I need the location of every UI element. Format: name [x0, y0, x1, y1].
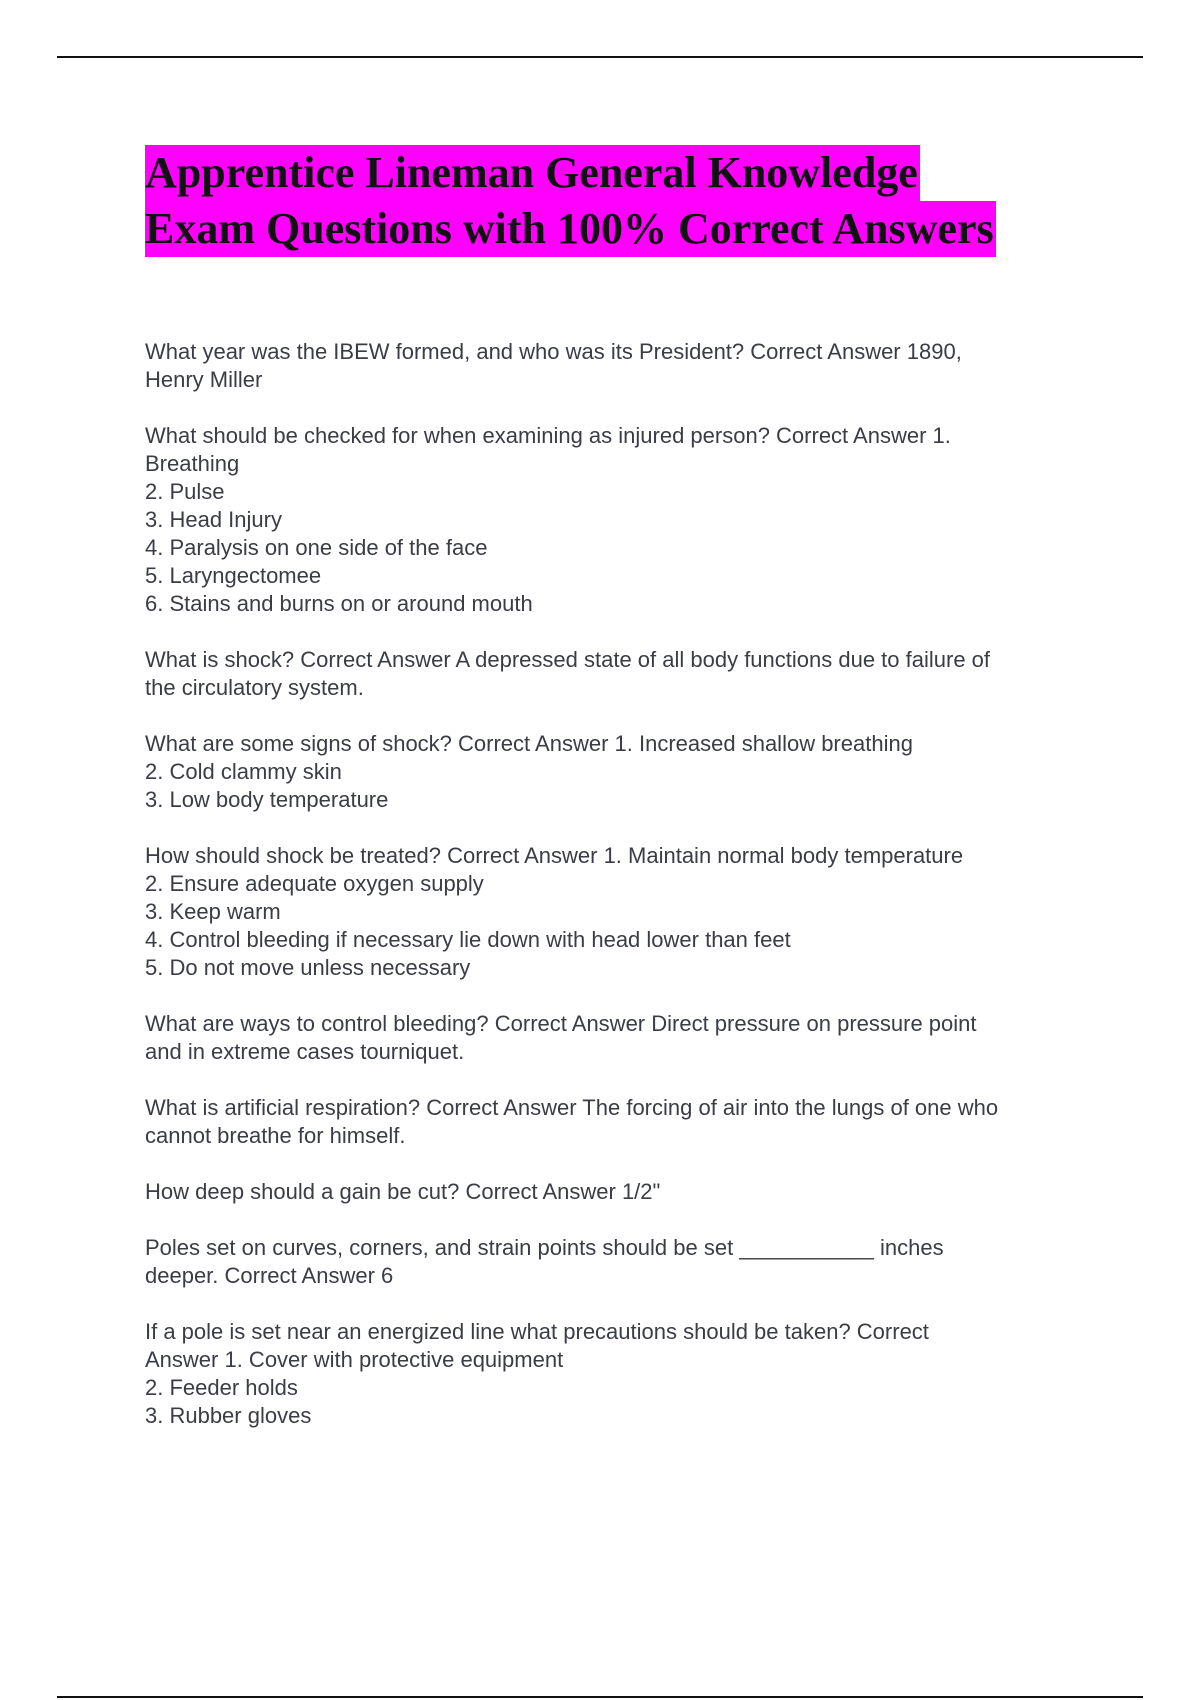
qa-line: 2. Feeder holds [145, 1375, 298, 1400]
qa-line: 2. Ensure adequate oxygen supply [145, 871, 484, 896]
qa-line: What is shock? Correct Answer A depressed state of all body functions due to failure of [145, 647, 991, 672]
qa-line: If a pole is set near an energized line what precautions should be taken? Correct [145, 1319, 929, 1344]
qa-line: What is artificial respiration? Correct Answer The forcing of air into the lungs of one who [145, 1095, 999, 1120]
question-answer-item [145, 842, 1095, 982]
qa-line: cannot breathe for himself. [145, 1123, 406, 1148]
question-answer-item [145, 1318, 1095, 1430]
qa-line: What year was the IBEW formed, and who was its President? Correct Answer 1890, [145, 339, 962, 364]
qa-line: 5. Laryngectomee [145, 563, 322, 588]
qa-line: 3. Keep warm [145, 899, 281, 924]
title-line-2: Exam Questions with 100% Correct Answers [145, 201, 996, 257]
qa-line: Poles set on curves, corners, and strain points should be set ___________ inches [145, 1235, 944, 1260]
qa-line: deeper. Correct Answer 6 [145, 1263, 394, 1288]
qa-line: What are some signs of shock? Correct Answer 1. Increased shallow breathing [145, 731, 913, 756]
top-rule [57, 56, 1143, 58]
title-line-1: Apprentice Lineman General Knowledge [145, 145, 920, 201]
question-answer-list [145, 338, 1095, 1458]
question-answer-item [145, 1234, 1095, 1290]
qa-line: the circulatory system. [145, 675, 364, 700]
qa-line: 2. Pulse [145, 479, 225, 504]
question-answer-item [145, 730, 1095, 814]
qa-line: 3. Rubber gloves [145, 1403, 312, 1428]
question-answer-item [145, 422, 1095, 618]
qa-line: 3. Head Injury [145, 507, 282, 532]
qa-line: What should be checked for when examining as injured person? Correct Answer 1. [145, 423, 951, 448]
question-answer-item [145, 338, 1095, 394]
question-answer-item [145, 1178, 1095, 1206]
bottom-rule [57, 1696, 1143, 1698]
question-answer-item [145, 1094, 1095, 1150]
qa-line: 4. Paralysis on one side of the face [145, 535, 488, 560]
question-answer-item [145, 646, 1095, 702]
question-answer-item [145, 1010, 1095, 1066]
qa-line: and in extreme cases tourniquet. [145, 1039, 465, 1064]
qa-line: Breathing [145, 451, 240, 476]
qa-line: 3. Low body temperature [145, 787, 389, 812]
qa-line: 5. Do not move unless necessary [145, 955, 471, 980]
qa-line: How should shock be treated? Correct Answer 1. Maintain normal body temperature [145, 843, 964, 868]
qa-line: Henry Miller [145, 367, 263, 392]
qa-line: Answer 1. Cover with protective equipment [145, 1347, 564, 1372]
page-title [145, 145, 1145, 257]
qa-line: 2. Cold clammy skin [145, 759, 342, 784]
qa-line: 6. Stains and burns on or around mouth [145, 591, 533, 616]
qa-line: What are ways to control bleeding? Correct Answer Direct pressure on pressure point [145, 1011, 977, 1036]
qa-line: 4. Control bleeding if necessary lie down with head lower than feet [145, 927, 791, 952]
qa-line: How deep should a gain be cut? Correct Answer 1/2" [145, 1179, 661, 1204]
